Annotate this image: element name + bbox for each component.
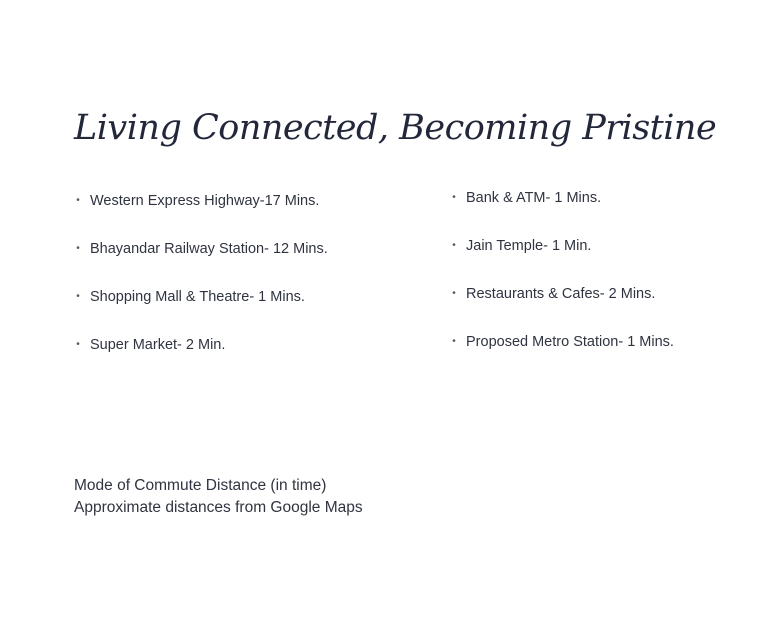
bullet-icon: • [76, 291, 80, 302]
bullet-icon: • [76, 339, 80, 350]
list-item [450, 187, 674, 209]
page-title: Living Connected, Becoming Pristine [74, 108, 717, 148]
amenities-list-left [74, 190, 328, 382]
list-item [74, 334, 328, 356]
footer-line-commute: Mode of Commute Distance (in time) [74, 477, 327, 494]
bullet-icon: • [452, 336, 456, 347]
bullet-icon: • [452, 240, 456, 251]
list-item [450, 235, 674, 257]
list-item [450, 283, 674, 305]
list-item-label: Jain Temple- 1 Min. [466, 238, 592, 254]
list-item-label: Bank & ATM- 1 Mins. [466, 190, 602, 206]
list-item-label: Shopping Mall & Theatre- 1 Mins. [90, 289, 305, 305]
list-item [74, 286, 328, 308]
list-item-label: Restaurants & Cafes- 2 Mins. [466, 286, 656, 302]
bullet-icon: • [452, 192, 456, 203]
bullet-icon: • [76, 195, 80, 206]
bullet-icon: • [76, 243, 80, 254]
footer-line-source: Approximate distances from Google Maps [74, 499, 363, 516]
bullet-icon: • [452, 288, 456, 299]
list-item [74, 238, 328, 260]
list-item-label: Super Market- 2 Min. [90, 337, 226, 353]
list-item [74, 190, 328, 212]
list-item-label: Western Express Highway-17 Mins. [90, 193, 320, 209]
list-item [450, 331, 674, 353]
list-item-label: Bhayandar Railway Station- 12 Mins. [90, 241, 328, 257]
footer-note [74, 475, 363, 519]
amenities-list-right [450, 187, 674, 379]
list-item-label: Proposed Metro Station- 1 Mins. [466, 334, 674, 350]
